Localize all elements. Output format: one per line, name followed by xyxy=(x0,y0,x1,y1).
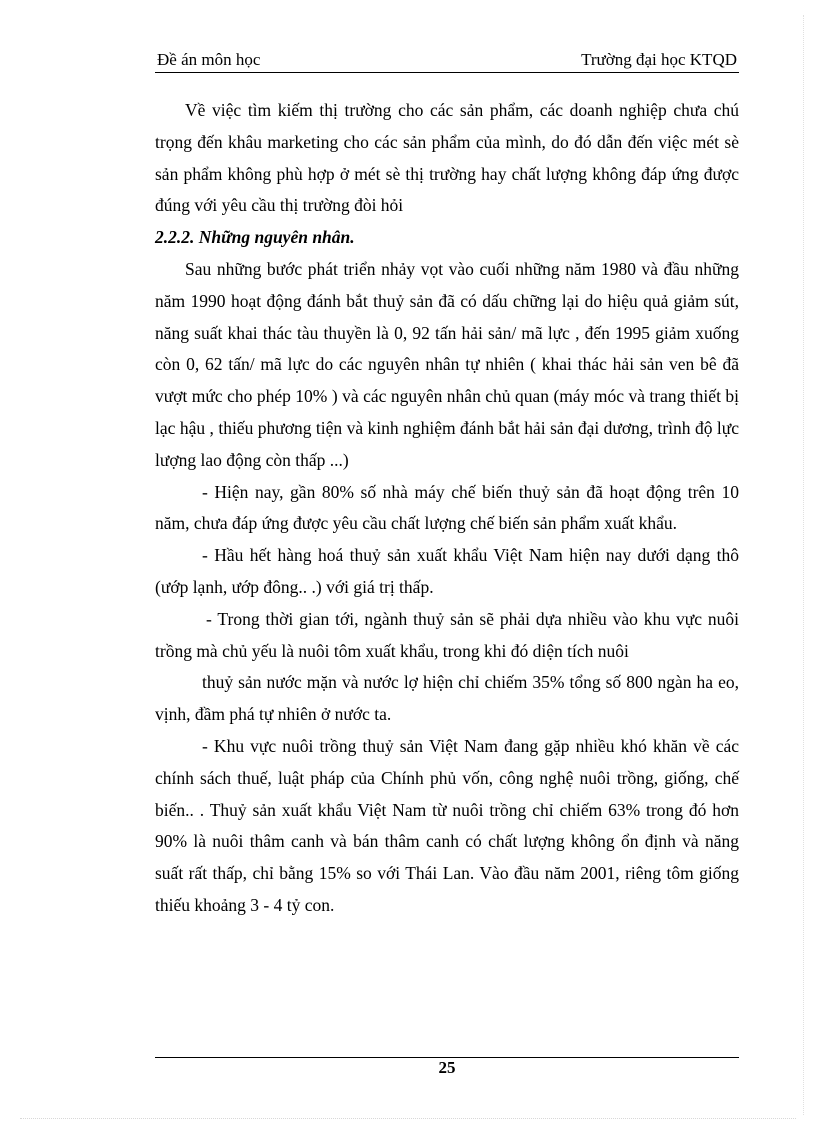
paragraph-market: Về việc tìm kiếm thị trường cho các sản phẩm, các doanh nghiệp chưa chú trọng đến khâu marketing cho các sản phẩm của mình, do đó dẫn đến việc mét sè sản phẩm không phù hợp ở mét sè thị trường hay chất lượng không đáp ứng được đúng với yêu cầu thị trường đòi hỏi xyxy=(155,100,739,216)
paragraph-processing-plants: - Hiện nay, gần 80% số nhà máy chế biến thuỷ sản đã hoạt động trên 10 năm, chưa đáp ứng được yêu cầu chất lượng chế biến sản phẩm xuất khẩu. xyxy=(155,481,739,534)
document-body xyxy=(155,95,739,922)
page-edge-right xyxy=(803,15,804,1115)
section-heading: 2.2.2. Những nguyên nhân. xyxy=(155,227,355,248)
paragraph-causes: Sau những bước phát triển nhảy vọt vào cuối những năm 1980 và đầu những năm 1990 hoạt động đánh bắt thuỷ sản đã có dấu chững lại do hiệu quả giảm sút, năng suất khai thác tàu thuyền là 0, 92 tấn hải sản/ mã lực , đến 1995 giảm xuống còn 0, 62 tấn/ mã lực do các nguyên nhân tự nhiên ( khai thác hải sản ven bê đã vượt mức cho phép 10% ) và các nguyên nhân chủ quan (máy móc và trang thiết bị lạc hậu , thiếu phương tiện và kinh nghiệm đánh bắt hải sản đại dương, trình độ lực lượng lao động còn thấp ...) xyxy=(155,258,739,470)
page-header xyxy=(155,50,739,73)
page-edge-bottom xyxy=(20,1118,796,1119)
page-number: 25 xyxy=(438,1058,456,1077)
paragraph-raw-exports: - Hầu hết hàng hoá thuỷ sản xuất khẩu Việt Nam hiện nay dưới dạng thô (ướp lạnh, ướp đông.. .) với giá trị thấp. xyxy=(155,545,739,597)
paragraph-difficulties: - Khu vực nuôi trồng thuỷ sản Việt Nam đang gặp nhiều khó khăn về các chính sách thuế, luật pháp của Chính phủ vốn, công nghệ nuôi trồng, giống, chế biến.. . Thuỷ sản xuất khẩu Việt Nam từ nuôi trồng chỉ chiếm 63% trong đó hơn 90% là nuôi thâm canh và bán thâm canh có chất lượng không ổn định và năng suất rất thấp, chỉ bằng 15% so với Thái Lan. Vào đầu năm 2001, riêng tôm giống thiếu khoảng 3 - 4 tỷ con. xyxy=(155,735,739,915)
paragraph-water-area: thuỷ sản nước mặn và nước lợ hiện chỉ chiếm 35% tổng số 800 ngàn ha eo, vịnh, đầm phá tự nhiên ở nước ta. xyxy=(155,672,739,725)
header-university: Trường đại học KTQD xyxy=(581,50,737,69)
paragraph-aquaculture: - Trong thời gian tới, ngành thuỷ sản sẽ phải dựa nhiều vào khu vực nuôi trồng mà chủ yếu là nuôi tôm xuất khẩu, trong khi đó diện tích nuôi xyxy=(155,608,739,661)
header-course-title: Đề án môn học xyxy=(157,50,261,69)
